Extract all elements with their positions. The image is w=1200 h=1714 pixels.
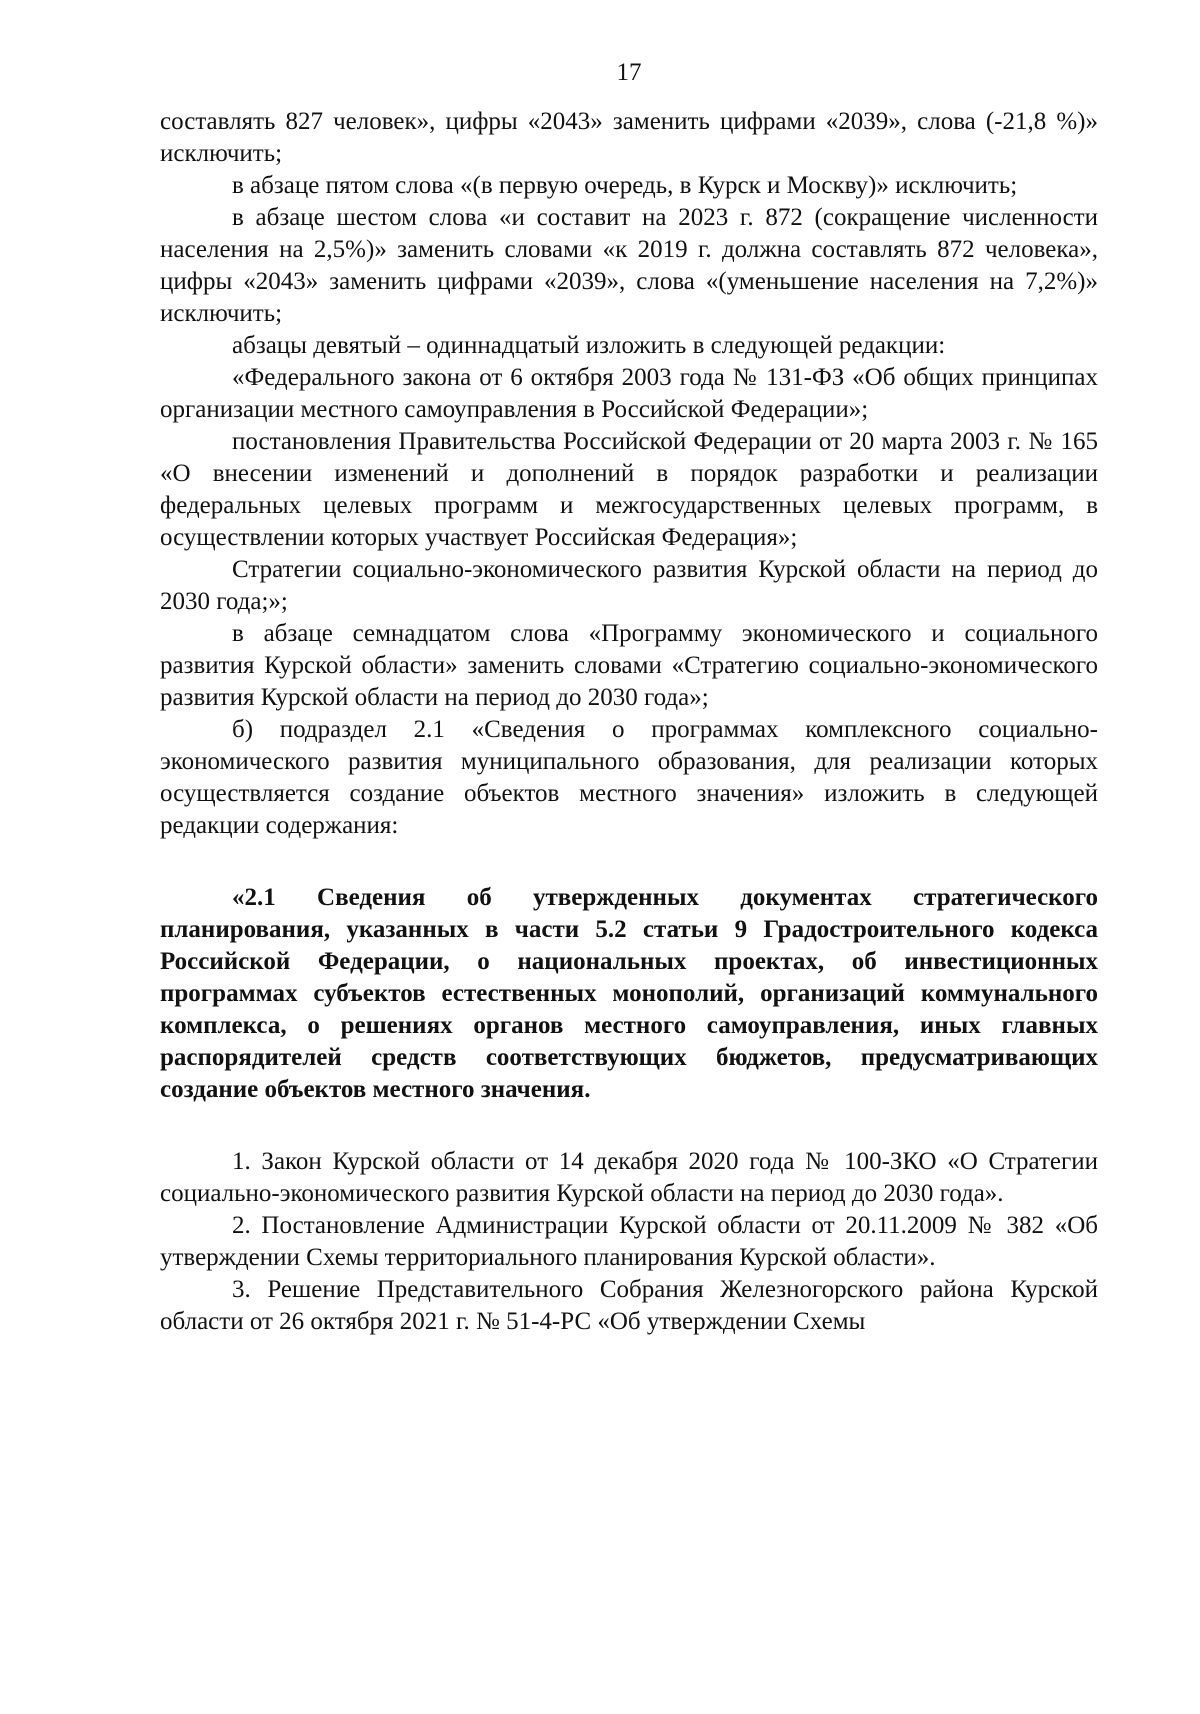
document-body (160, 106, 1098, 1338)
paragraph: Стратегии социально-экономического развития Курской области на период до 2030 года;»; (160, 556, 1098, 615)
section-heading: «2.1 Сведения об утвержденных документах стратегического планирования, указанных в части 5.2 статьи 9 Градостроительного кодекса Российской Федерации, о национальных проектах, об инвестиционных программах субъектов естественных монополий, организаций коммунального комплекса, о решениях органов местного самоуправления, иных главных распорядителей средств соответствующих бюджетов, предусматривающих создание объектов местного значения. (160, 884, 1098, 1103)
paragraph: составлять 827 человек», цифры «2043» заменить цифрами «2039», слова (-21,8 %)» исключить; (160, 108, 1098, 167)
paragraph: «Федерального закона от 6 октября 2003 года № 131-ФЗ «Об общих принципах организации местного самоуправления в Российской Федерации»; (160, 364, 1098, 423)
paragraph: б) подраздел 2.1 «Сведения о программах комплексного социально-экономического развития муниципального образования, для реализации которых осуществляется создание объектов местного значения» изложить в следующей редакции содержания: (160, 716, 1098, 839)
paragraph: постановления Правительства Российской Федерации от 20 марта 2003 г. № 165 «О внесении изменений и дополнений в порядок разработки и реализации федеральных целевых программ и межгосударственных целевых программ, в осуществлении которых участвует Российская Федерация»; (160, 428, 1098, 551)
list-item: 2. Постановление Администрации Курской области от 20.11.2009 № 382 «Об утверждении Схемы территориального планирования Курской области». (160, 1212, 1098, 1271)
list-item: 1. Закон Курской области от 14 декабря 2020 года № 100-ЗКО «О Стратегии социально-экономического развития Курской области на период до 2030 года». (160, 1148, 1098, 1207)
list-item: 3. Решение Представительного Собрания Железногорского района Курской области от 26 октября 2021 г. № 51-4-РС «Об утверждении Схемы (160, 1276, 1098, 1335)
paragraph: в абзаце шестом слова «и составит на 2023 г. 872 (сокращение численности населения на 2,5%)» заменить словами «к 2019 г. должна составлять 872 человека», цифры «2043» заменить цифрами «2039», слова «(уменьшение населения на 7,2%)» исключить; (160, 204, 1098, 327)
paragraph: абзацы девятый – одиннадцатый изложить в следующей редакции: (232, 332, 946, 359)
page-number: 17 (616, 59, 642, 86)
paragraph: в абзаце пятом слова «(в первую очередь, в Курск и Москву)» исключить; (232, 172, 1018, 199)
paragraph: в абзаце семнадцатом слова «Программу экономического и социального развития Курской области» заменить словами «Стратегию социально-экономического развития Курской области на период до 2030 года»; (160, 620, 1098, 711)
